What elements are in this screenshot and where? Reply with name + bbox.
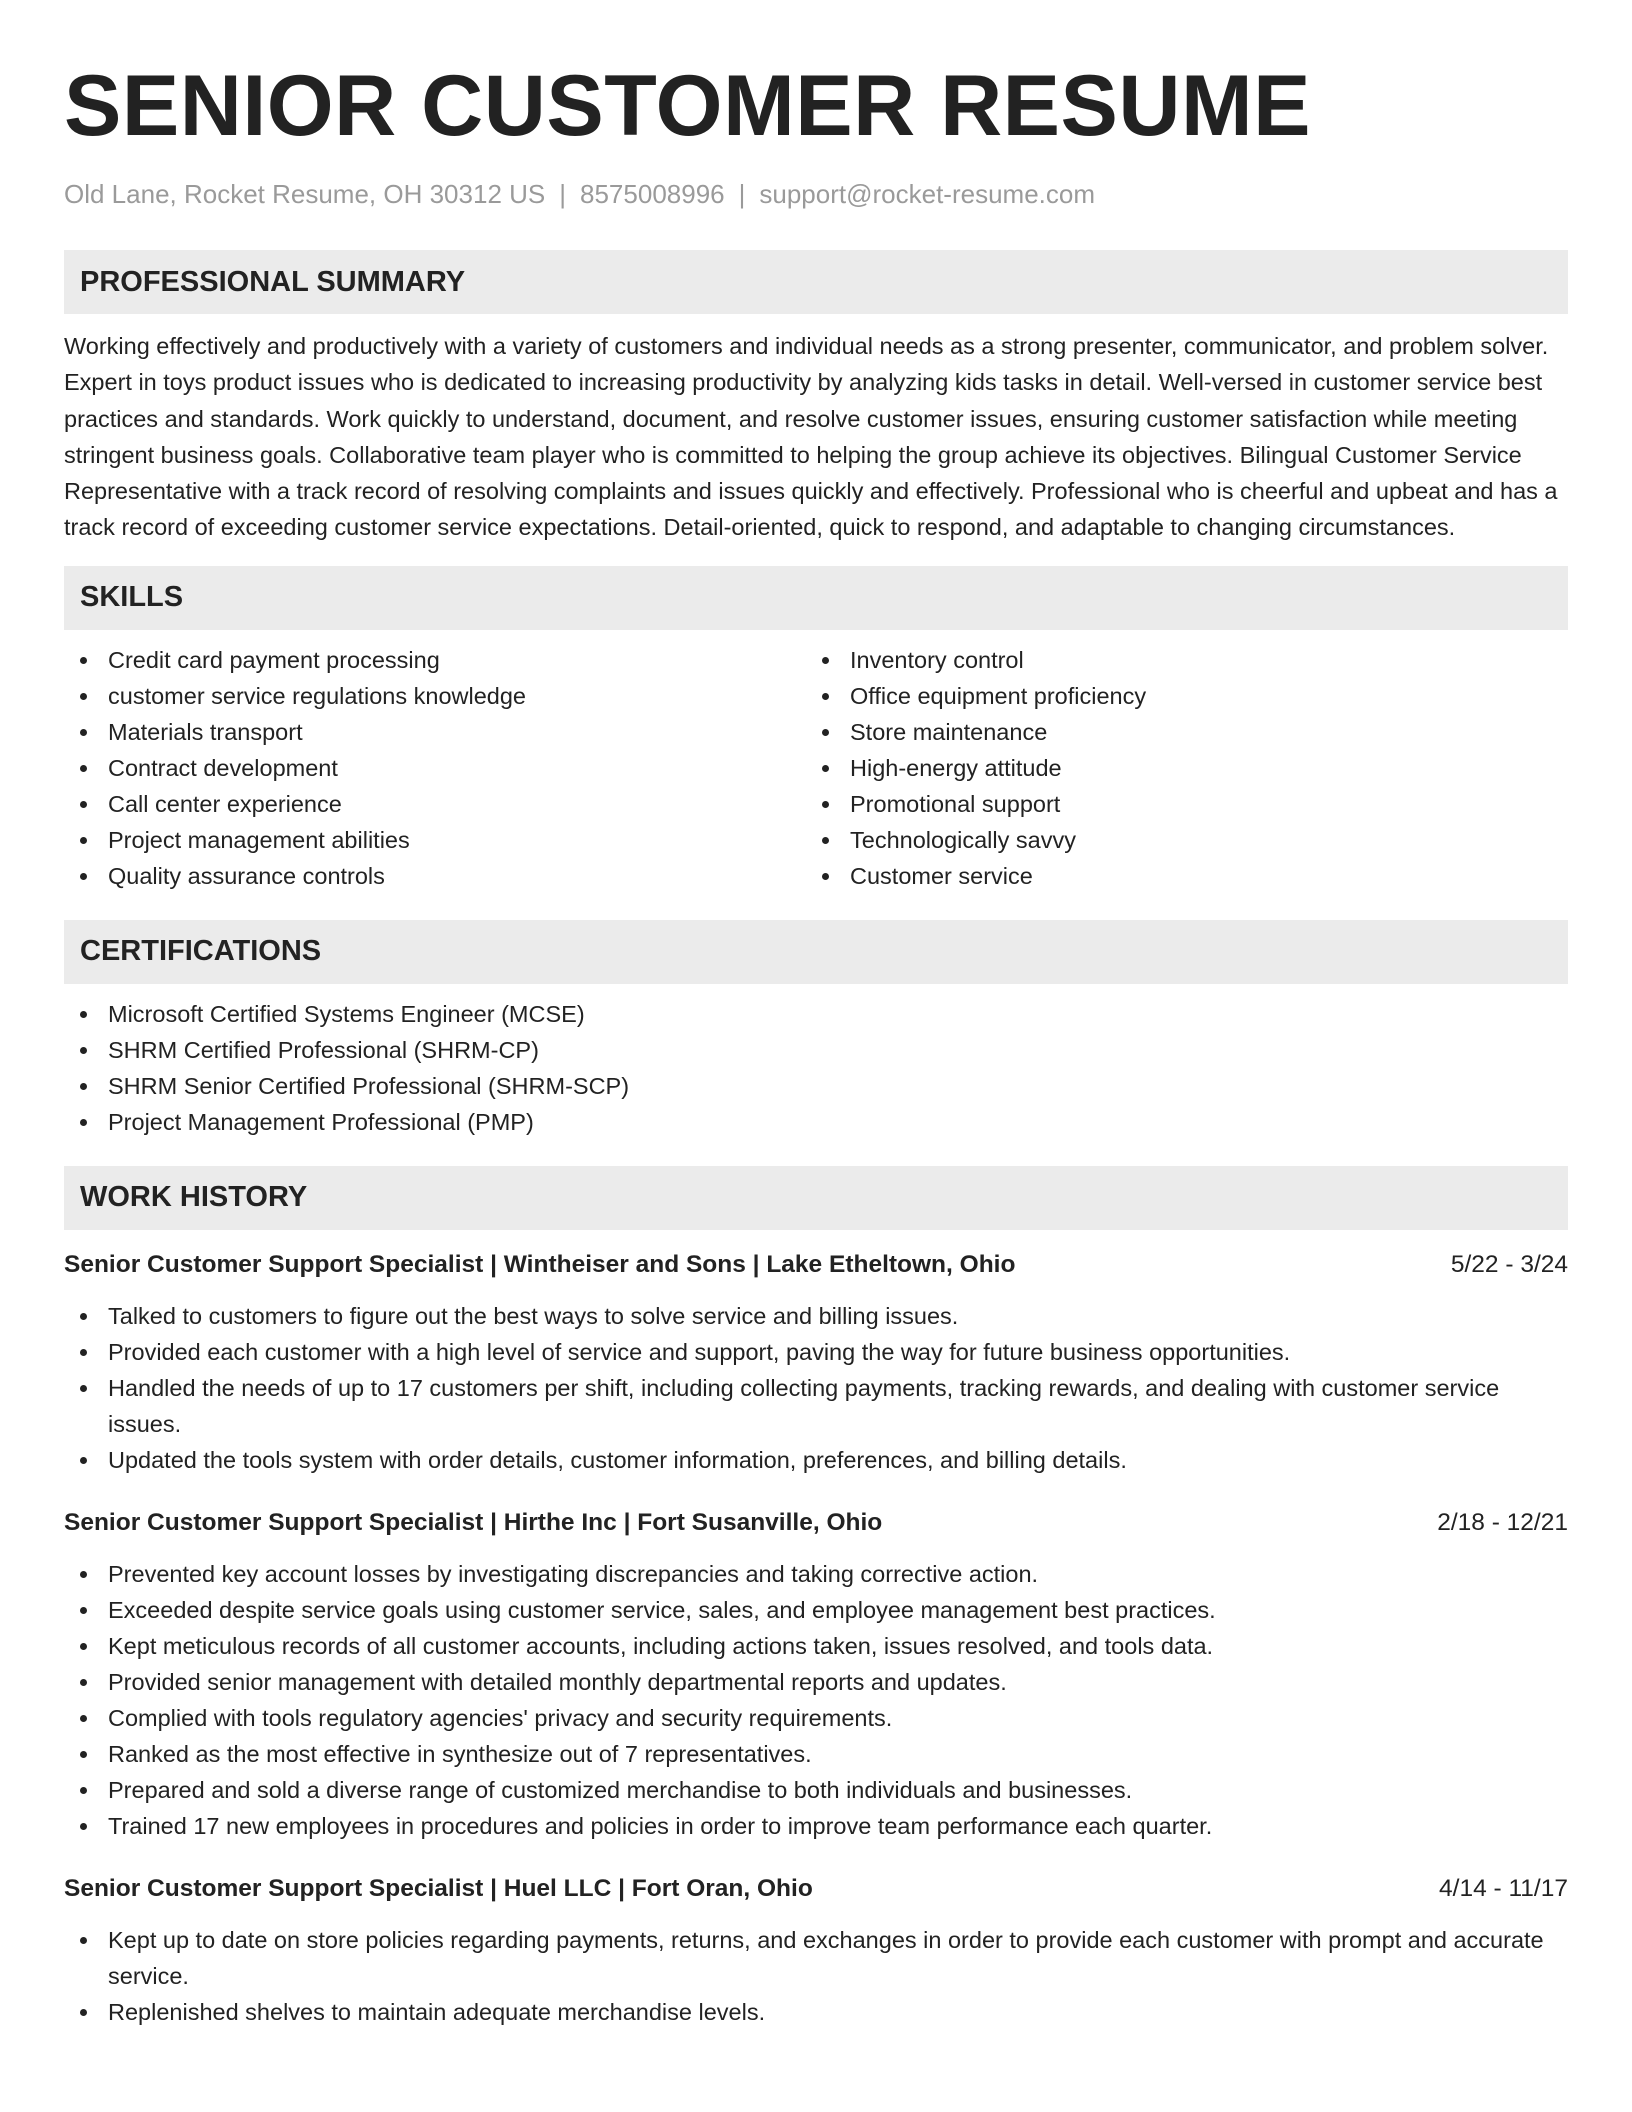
list-item: Technologically savvy xyxy=(806,822,1548,858)
job-header xyxy=(64,1506,1568,1540)
section-heading-summary: PROFESSIONAL SUMMARY xyxy=(64,250,1568,314)
list-item: customer service regulations knowledge xyxy=(64,678,806,714)
job-title: Senior Customer Support Specialist | Wintheiser and Sons | Lake Etheltown, Ohio xyxy=(64,1250,1016,1278)
summary-text: Working effectively and productively with a variety of customers and individual needs as a strong presenter, communicator, and problem solver. Expert in toys product issues who is dedicated to increasing productivity by analyzing kids tasks in detail. Well-versed in customer service best practices and standards. Work quickly to understand, document, and resolve customer issues, ensuring customer satisfaction while meeting stringent business goals. Collaborative team player who is committed to helping the group achieve its objectives. Bilingual Customer Service Representative with a track record of resolving complaints and issues quickly and effectively. Professional who is cheerful and upbeat and has a track record of exceeding customer service expectations. Detail-oriented, quick to respond, and adaptable to changing circumstances. xyxy=(64,333,1558,541)
list-item: Promotional support xyxy=(806,786,1548,822)
list-item: Ranked as the most effective in synthesize out of 7 representatives. xyxy=(64,1736,1568,1772)
list-item: High-energy attitude xyxy=(806,750,1548,786)
list-item: Kept meticulous records of all customer accounts, including actions taken, issues resolved, and tools data. xyxy=(64,1628,1568,1664)
skills-columns xyxy=(64,642,1568,894)
contact-phone: 8575008996 xyxy=(580,179,725,209)
list-item: Project Management Professional (PMP) xyxy=(64,1104,1568,1140)
job-dates: 5/22 - 3/24 xyxy=(1450,1250,1568,1278)
list-item: Trained 17 new employees in procedures and policies in order to improve team performance each quarter. xyxy=(64,1808,1568,1844)
skills-list-right xyxy=(806,642,1548,894)
skills-list-left xyxy=(64,642,806,894)
list-item: SHRM Senior Certified Professional (SHRM-SCP) xyxy=(64,1068,1568,1104)
resume-content xyxy=(64,56,1568,2030)
contact-line xyxy=(64,178,1568,210)
list-item: Provided each customer with a high level of service and support, paving the way for future business opportunities. xyxy=(64,1334,1568,1370)
section-heading-certifications: CERTIFICATIONS xyxy=(64,920,1568,984)
job-entry xyxy=(64,1872,1568,2030)
list-item: Microsoft Certified Systems Engineer (MCSE) xyxy=(64,996,1568,1032)
job-title: Senior Customer Support Specialist | Huel LLC | Fort Oran, Ohio xyxy=(64,1874,813,1902)
list-item: Contract development xyxy=(64,750,806,786)
list-item: Talked to customers to figure out the best ways to solve service and billing issues. xyxy=(64,1298,1568,1334)
list-item: Prevented key account losses by investigating discrepancies and taking corrective action. xyxy=(64,1556,1568,1592)
list-item: Handled the needs of up to 17 customers per shift, including collecting payments, tracking rewards, and dealing with customer service issues. xyxy=(64,1370,1568,1442)
job-bullets xyxy=(64,1298,1568,1478)
list-item: Inventory control xyxy=(806,642,1548,678)
list-item: Exceeded despite service goals using customer service, sales, and employee management best practices. xyxy=(64,1592,1568,1628)
certifications-list xyxy=(64,996,1568,1140)
list-item: Prepared and sold a diverse range of customized merchandise to both individuals and businesses. xyxy=(64,1772,1568,1808)
job-header xyxy=(64,1872,1568,1906)
list-item: Replenished shelves to maintain adequate merchandise levels. xyxy=(64,1994,1568,2030)
job-title: Senior Customer Support Specialist | Hirthe Inc | Fort Susanville, Ohio xyxy=(64,1508,883,1536)
list-item: Office equipment proficiency xyxy=(806,678,1548,714)
contact-email[interactable]: support@rocket-resume.com xyxy=(759,179,1096,209)
section-heading-work-history: WORK HISTORY xyxy=(64,1166,1568,1230)
list-item: Materials transport xyxy=(64,714,806,750)
job-header xyxy=(64,1248,1568,1282)
section-heading-skills: SKILLS xyxy=(64,566,1568,630)
list-item: Quality assurance controls xyxy=(64,858,806,894)
job-entry xyxy=(64,1506,1568,1844)
list-item: Store maintenance xyxy=(806,714,1548,750)
contact-separator: | xyxy=(738,179,746,209)
list-item: Project management abilities xyxy=(64,822,806,858)
list-item: SHRM Certified Professional (SHRM-CP) xyxy=(64,1032,1568,1068)
job-bullets xyxy=(64,1922,1568,2030)
job-dates: 2/18 - 12/21 xyxy=(1437,1508,1568,1536)
job-entry xyxy=(64,1248,1568,1478)
list-item: Provided senior management with detailed monthly departmental reports and updates. xyxy=(64,1664,1568,1700)
job-bullets xyxy=(64,1556,1568,1844)
job-dates: 4/14 - 11/17 xyxy=(1439,1874,1568,1902)
contact-address: Old Lane, Rocket Resume, OH 30312 US xyxy=(64,179,546,209)
list-item: Customer service xyxy=(806,858,1548,894)
list-item: Updated the tools system with order details, customer information, preferences, and billing details. xyxy=(64,1442,1568,1478)
list-item: Kept up to date on store policies regarding payments, returns, and exchanges in order to provide each customer with prompt and accurate service. xyxy=(64,1922,1568,1994)
list-item: Call center experience xyxy=(64,786,806,822)
contact-separator: | xyxy=(559,179,567,209)
list-item: Complied with tools regulatory agencies' privacy and security requirements. xyxy=(64,1700,1568,1736)
list-item: Credit card payment processing xyxy=(64,642,806,678)
resume-title: SENIOR CUSTOMER RESUME xyxy=(64,58,1311,154)
